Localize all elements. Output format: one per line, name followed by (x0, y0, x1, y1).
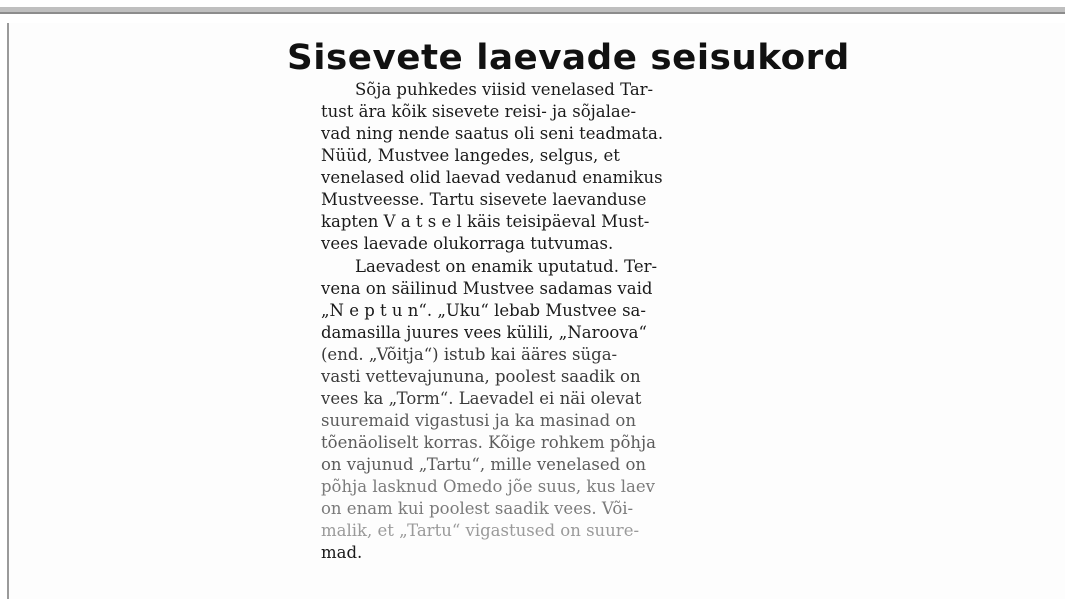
body-line: vena on säilinud Mustvee sadamas vaid (321, 278, 653, 298)
scan-rule-left (7, 23, 9, 599)
body-line: Mustveesse. Tartu sisevete laevanduse (321, 189, 647, 209)
body-line: vasti vettevajununa, poolest saadik on (321, 366, 641, 386)
article-paragraph (287, 256, 717, 564)
body-line: (end. „Võitja“) istub kai ääres süga- (321, 344, 618, 364)
body-line: kapten V a t s e l käis teisipäeval Must- (321, 211, 650, 231)
body-line: malik, et „Tartu“ vigastused on suure- (321, 521, 640, 541)
body-line: Sõja puhkedes viisid venelased Tar- (355, 79, 654, 99)
body-line: on vajunud „Tartu“, mille venelased on (321, 455, 647, 475)
body-line: vad ning nende saatus oli seni teadmata. (321, 123, 664, 143)
body-line: „N e p t u n“. „Uku“ lebab Mustvee sa- (321, 300, 646, 320)
article-paragraph (287, 79, 717, 255)
body-line: on enam kui poolest saadik vees. Või- (321, 499, 634, 519)
body-line: Nüüd, Mustvee langedes, selgus, et (321, 145, 620, 165)
body-line: vees laevade olukorraga tutvumas. (321, 233, 614, 253)
body-line: vees ka „Torm“. Laevadel ei näi olevat (321, 388, 642, 408)
scan-edge-top (0, 0, 1065, 7)
body-line: suuremaid vigastusi ja ka masinad on (321, 410, 636, 430)
article-headline: Sisevete laevade seisukord (287, 38, 850, 78)
body-line: damasilla juures vees külili, „Naroova“ (321, 322, 647, 342)
article-body (287, 79, 717, 564)
scan-edge-left (0, 23, 7, 599)
article (287, 38, 850, 564)
body-line: tust ära kõik sisevete reisi- ja sõjalae- (321, 101, 637, 121)
body-line: mad. (321, 543, 363, 563)
body-line: põhja lasknud Omedo jõe suus, kus laev (321, 477, 655, 497)
body-line: Laevadest on enamik uputatud. Ter- (355, 256, 658, 276)
body-line: venelased olid laevad vedanud enamikus (321, 167, 663, 187)
scan-gap (0, 14, 1065, 23)
body-line: tõenäoliselt korras. Kõige rohkem põhja (321, 433, 657, 452)
